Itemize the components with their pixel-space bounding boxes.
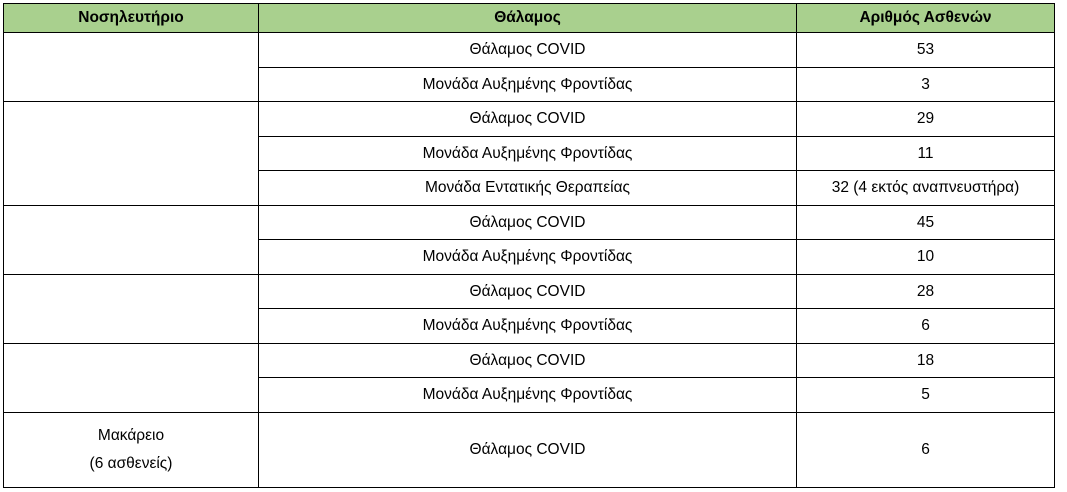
table-row bbox=[4, 33, 1055, 68]
count-cell: 53 bbox=[797, 33, 1055, 68]
count-cell: 11 bbox=[797, 136, 1055, 171]
hospital-cell bbox=[4, 343, 259, 412]
table-row bbox=[4, 102, 1055, 137]
table-row bbox=[4, 274, 1055, 309]
ward-cell: Μονάδα Αυξημένης Φροντίδας bbox=[259, 378, 797, 413]
table-body bbox=[4, 33, 1055, 488]
count-cell: 10 bbox=[797, 240, 1055, 275]
ward-cell: Θάλαμος COVID bbox=[259, 274, 797, 309]
table-header bbox=[4, 4, 1055, 33]
hospital-cell bbox=[4, 412, 259, 487]
count-cell: 29 bbox=[797, 102, 1055, 137]
patients-table-container bbox=[0, 3, 1067, 488]
count-cell: 3 bbox=[797, 67, 1055, 102]
count-cell: 6 bbox=[797, 309, 1055, 344]
count-cell: 18 bbox=[797, 343, 1055, 378]
count-cell: 45 bbox=[797, 205, 1055, 240]
column-header-ward: Θάλαμος bbox=[259, 4, 797, 33]
ward-cell: Θάλαμος COVID bbox=[259, 343, 797, 378]
hospital-patient-total: (6 ασθενείς) bbox=[89, 454, 173, 472]
ward-cell: Θάλαμος COVID bbox=[259, 102, 797, 137]
table-header-row bbox=[4, 4, 1055, 33]
count-cell: 5 bbox=[797, 378, 1055, 413]
ward-cell: Μονάδα Αυξημένης Φροντίδας bbox=[259, 136, 797, 171]
count-cell: 28 bbox=[797, 274, 1055, 309]
ward-cell: Μονάδα Αυξημένης Φροντίδας bbox=[259, 67, 797, 102]
hospital-cell bbox=[4, 205, 259, 274]
ward-cell: Μονάδα Αυξημένης Φροντίδας bbox=[259, 309, 797, 344]
count-cell: 32 (4 εκτός αναπνευστήρα) bbox=[797, 171, 1055, 206]
ward-cell: Θάλαμος COVID bbox=[259, 33, 797, 68]
ward-cell: Μονάδα Αυξημένης Φροντίδας bbox=[259, 240, 797, 275]
table-row bbox=[4, 343, 1055, 378]
hospital-cell bbox=[4, 102, 259, 206]
ward-cell: Θάλαμος COVID bbox=[259, 205, 797, 240]
ward-cell: Θάλαμος COVID bbox=[259, 412, 797, 487]
column-header-count: Αριθμός Ασθενών bbox=[797, 4, 1055, 33]
table-row bbox=[4, 205, 1055, 240]
hospital-name: Μακάρειο bbox=[97, 427, 165, 445]
patients-table bbox=[3, 3, 1055, 488]
table-row bbox=[4, 412, 1055, 487]
hospital-cell bbox=[4, 33, 259, 102]
ward-cell: Μονάδα Εντατικής Θεραπείας bbox=[259, 171, 797, 206]
column-header-hospital: Νοσηλευτήριο bbox=[4, 4, 259, 33]
count-cell: 6 bbox=[797, 412, 1055, 487]
hospital-cell bbox=[4, 274, 259, 343]
